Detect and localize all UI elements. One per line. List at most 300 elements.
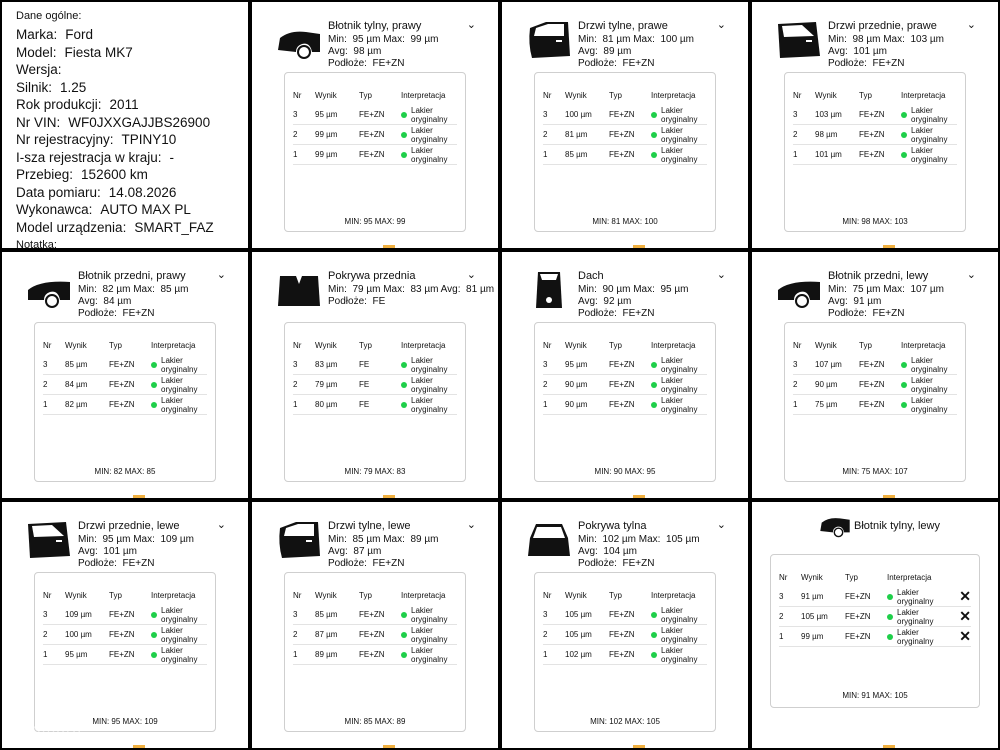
status-dot-icon bbox=[651, 112, 657, 118]
row-interpretation bbox=[901, 126, 957, 144]
front-fender-icon bbox=[26, 270, 72, 310]
chevron-down-icon[interactable]: ⌄ bbox=[966, 269, 976, 281]
row-typ: FE+ZN bbox=[609, 360, 635, 369]
interpretation-text: Lakier oryginalny bbox=[661, 125, 698, 144]
min-max-summary: MIN: 81 MAX: 100 bbox=[592, 217, 658, 226]
chevron-down-icon[interactable]: ⌄ bbox=[716, 19, 726, 31]
table-header-row bbox=[43, 335, 207, 355]
part-stats: Min: 95 µm Max: 99 µm Avg: 98 µm Podłoże: FE+ZN bbox=[328, 34, 439, 69]
row-typ: FE+ZN bbox=[359, 610, 385, 619]
row-nr: 1 bbox=[43, 400, 48, 409]
part-card bbox=[252, 2, 498, 248]
table-header-row bbox=[293, 335, 457, 355]
chevron-down-icon[interactable]: ⌄ bbox=[716, 269, 726, 281]
part-card bbox=[502, 2, 748, 248]
part-card bbox=[502, 252, 748, 498]
general-row-label: I-sza rejestracja w kraju: bbox=[16, 149, 162, 165]
row-typ: FE+ZN bbox=[859, 110, 885, 119]
table-row bbox=[779, 607, 971, 627]
table-row bbox=[293, 645, 457, 665]
row-interpretation bbox=[151, 626, 207, 644]
row-interpretation bbox=[901, 106, 957, 124]
part-card-header[interactable] bbox=[752, 2, 998, 72]
row-nr: 2 bbox=[543, 130, 548, 139]
status-dot-icon bbox=[651, 402, 657, 408]
part-card-header[interactable] bbox=[252, 252, 498, 322]
row-interpretation bbox=[401, 126, 457, 144]
part-card-header[interactable] bbox=[502, 502, 748, 572]
status-dot-icon bbox=[151, 382, 157, 388]
row-typ: FE+ZN bbox=[609, 110, 635, 119]
row-typ: FE+ZN bbox=[859, 130, 885, 139]
table-header-nr: Nr bbox=[293, 90, 302, 100]
row-nr: 3 bbox=[293, 610, 298, 619]
table-header-interp: Interpretacja bbox=[401, 340, 446, 350]
general-row-value: TPINY10 bbox=[121, 132, 177, 147]
row-wynik: 81 µm bbox=[565, 130, 588, 139]
row-wynik: 84 µm bbox=[65, 380, 88, 389]
row-nr: 2 bbox=[293, 130, 298, 139]
row-interpretation bbox=[901, 146, 957, 164]
row-wynik: 85 µm bbox=[65, 360, 88, 369]
interpretation-text: Lakier oryginalny bbox=[411, 125, 448, 144]
row-wynik: 109 µm bbox=[65, 610, 92, 619]
min-max-summary: MIN: 90 MAX: 95 bbox=[594, 467, 656, 476]
status-dot-icon bbox=[651, 652, 657, 658]
table-row bbox=[543, 105, 707, 125]
delete-icon[interactable]: ✕ bbox=[959, 608, 971, 624]
row-wynik: 105 µm bbox=[565, 610, 592, 619]
part-card-header[interactable] bbox=[752, 252, 998, 322]
interpretation-text: Lakier oryginalny bbox=[161, 605, 198, 624]
table-row bbox=[293, 375, 457, 395]
row-interpretation bbox=[651, 606, 707, 624]
front-door-icon bbox=[26, 520, 72, 560]
row-nr: 3 bbox=[793, 360, 798, 369]
part-stats: Min: 81 µm Max: 100 µm Avg: 89 µm Podłoże: FE+ZN bbox=[578, 34, 695, 69]
general-row-label: Model urządzenia: bbox=[16, 219, 127, 235]
table-header-wynik: Wynik bbox=[815, 90, 837, 100]
table-row bbox=[779, 627, 971, 647]
table-header-typ: Typ bbox=[359, 340, 372, 350]
row-typ: FE+ZN bbox=[109, 400, 135, 409]
row-typ: FE+ZN bbox=[359, 150, 385, 159]
status-dot-icon bbox=[901, 132, 907, 138]
row-interpretation bbox=[401, 626, 457, 644]
general-row-value: 2011 bbox=[109, 97, 139, 112]
measurement-table bbox=[543, 85, 707, 165]
table-row bbox=[43, 375, 207, 395]
part-card-header[interactable] bbox=[502, 2, 748, 72]
row-nr: 1 bbox=[543, 150, 548, 159]
general-row bbox=[16, 131, 238, 149]
table-header-row bbox=[793, 335, 957, 355]
part-title: Drzwi przednie, lewe bbox=[78, 520, 180, 532]
row-typ: FE bbox=[359, 400, 370, 409]
row-nr: 2 bbox=[293, 630, 298, 639]
row-typ: FE+ZN bbox=[109, 610, 135, 619]
table-header-nr: Nr bbox=[543, 340, 552, 350]
table-header-wynik: Wynik bbox=[315, 590, 337, 600]
status-dot-icon bbox=[401, 382, 407, 388]
row-typ: FE+ZN bbox=[609, 650, 635, 659]
interpretation-text: Lakier oryginalny bbox=[411, 355, 448, 374]
part-card-header[interactable] bbox=[252, 502, 498, 572]
general-row-value: 1.25 bbox=[60, 79, 87, 95]
row-nr: 1 bbox=[293, 400, 298, 409]
interpretation-text: Lakier oryginalny bbox=[661, 375, 698, 394]
table-header-typ: Typ bbox=[609, 340, 622, 350]
row-nr: 1 bbox=[543, 400, 548, 409]
accent-marker bbox=[883, 745, 895, 748]
measurement-table-box bbox=[770, 554, 980, 708]
table-header-interp: Interpretacja bbox=[901, 340, 946, 350]
measurement-table bbox=[543, 335, 707, 415]
row-wynik: 75 µm bbox=[815, 400, 838, 409]
part-title: Drzwi tylne, prawe bbox=[578, 20, 668, 32]
part-card bbox=[2, 252, 248, 498]
measurement-table bbox=[293, 585, 457, 665]
part-title: Drzwi tylne, lewe bbox=[328, 520, 411, 532]
general-row-label: Wykonawca: bbox=[16, 202, 93, 217]
table-header-typ: Typ bbox=[109, 340, 122, 350]
table-row bbox=[293, 125, 457, 145]
row-nr: 3 bbox=[779, 592, 784, 601]
part-card bbox=[2, 502, 248, 748]
interpretation-text: Lakier oryginalny bbox=[661, 625, 698, 644]
part-title: Błotnik przedni, prawy bbox=[78, 270, 186, 282]
status-dot-icon bbox=[401, 652, 407, 658]
interpretation-text: Lakier oryginalny bbox=[897, 627, 934, 646]
row-interpretation bbox=[651, 376, 707, 394]
watermark: otomoto bbox=[16, 722, 82, 738]
interpretation-text: Lakier oryginalny bbox=[897, 607, 934, 626]
row-wynik: 105 µm bbox=[801, 612, 828, 621]
general-row-value: Fiesta MK7 bbox=[64, 44, 133, 60]
row-nr: 1 bbox=[293, 150, 298, 159]
interpretation-text: Lakier oryginalny bbox=[911, 375, 948, 394]
table-row bbox=[43, 645, 207, 665]
row-typ: FE+ZN bbox=[859, 380, 885, 389]
interpretation-text: Lakier oryginalny bbox=[161, 375, 198, 394]
accent-marker bbox=[383, 745, 395, 748]
table-header-wynik: Wynik bbox=[565, 340, 587, 350]
part-stats: Min: 90 µm Max: 95 µm Avg: 92 µm Podłoże: FE+ZN bbox=[578, 284, 689, 319]
row-nr: 2 bbox=[43, 380, 48, 389]
interpretation-text: Lakier oryginalny bbox=[411, 145, 448, 164]
table-header-interp: Interpretacja bbox=[651, 590, 696, 600]
table-row bbox=[293, 355, 457, 375]
note-label: Notatka: bbox=[16, 239, 57, 248]
table-header-wynik: Wynik bbox=[801, 572, 823, 582]
row-typ: FE+ZN bbox=[859, 150, 885, 159]
general-row-value: AUTO MAX PL bbox=[100, 202, 191, 217]
interpretation-text: Lakier oryginalny bbox=[411, 395, 448, 414]
table-row bbox=[293, 605, 457, 625]
row-nr: 2 bbox=[293, 380, 298, 389]
table-row bbox=[543, 605, 707, 625]
part-stats: Min: 85 µm Max: 89 µm Avg: 87 µm Podłoże: FE+ZN bbox=[328, 534, 439, 569]
row-interpretation bbox=[651, 106, 707, 124]
front-door-icon bbox=[776, 20, 822, 60]
table-header-wynik: Wynik bbox=[65, 340, 87, 350]
table-header-nr: Nr bbox=[543, 590, 552, 600]
part-title: Drzwi przednie, prawe bbox=[828, 20, 937, 32]
status-dot-icon bbox=[651, 132, 657, 138]
general-row-label: Silnik: bbox=[16, 79, 53, 95]
row-wynik: 95 µm bbox=[565, 360, 588, 369]
delete-icon[interactable]: ✕ bbox=[959, 628, 971, 644]
interpretation-text: Lakier oryginalny bbox=[411, 625, 448, 644]
table-row bbox=[793, 395, 957, 415]
measurement-table bbox=[543, 585, 707, 665]
table-header-typ: Typ bbox=[609, 90, 622, 100]
table-header-interp: Interpretacja bbox=[651, 340, 696, 350]
table-header-row bbox=[793, 85, 957, 105]
part-card bbox=[752, 252, 998, 498]
table-header-nr: Nr bbox=[793, 90, 802, 100]
row-typ: FE bbox=[359, 360, 370, 369]
table-header-typ: Typ bbox=[859, 90, 872, 100]
accent-marker bbox=[383, 245, 395, 248]
table-row bbox=[43, 625, 207, 645]
table-header-interp: Interpretacja bbox=[151, 590, 196, 600]
status-dot-icon bbox=[901, 112, 907, 118]
status-dot-icon bbox=[151, 362, 157, 368]
measurement-table-box bbox=[284, 572, 466, 732]
table-header-wynik: Wynik bbox=[315, 90, 337, 100]
part-stats: Min: 82 µm Max: 85 µm Avg: 84 µm Podłoże: FE+ZN bbox=[78, 284, 189, 319]
table-header-interp: Interpretacja bbox=[401, 90, 446, 100]
interpretation-text: Lakier oryginalny bbox=[161, 355, 198, 374]
interpretation-text: Lakier oryginalny bbox=[911, 395, 948, 414]
part-card bbox=[752, 2, 998, 248]
status-dot-icon bbox=[151, 632, 157, 638]
general-info-panel bbox=[2, 2, 248, 248]
chevron-down-icon[interactable]: ⌄ bbox=[216, 269, 226, 281]
status-dot-icon bbox=[151, 402, 157, 408]
row-wynik: 90 µm bbox=[565, 380, 588, 389]
part-card bbox=[502, 502, 748, 748]
row-interpretation bbox=[151, 646, 207, 664]
row-wynik: 100 µm bbox=[565, 110, 592, 119]
table-row bbox=[293, 625, 457, 645]
row-typ: FE+ZN bbox=[109, 360, 135, 369]
row-interpretation bbox=[651, 356, 707, 374]
row-interpretation bbox=[401, 356, 457, 374]
table-header-interp: Interpretacja bbox=[651, 90, 696, 100]
hood-icon bbox=[276, 270, 322, 310]
row-nr: 3 bbox=[793, 110, 798, 119]
general-row bbox=[16, 201, 238, 219]
general-row bbox=[16, 149, 238, 167]
chevron-down-icon[interactable]: ⌄ bbox=[216, 519, 226, 531]
part-title: Błotnik przedni, lewy bbox=[828, 270, 929, 282]
chevron-down-icon[interactable]: ⌄ bbox=[466, 519, 476, 531]
part-card-header[interactable] bbox=[502, 252, 748, 322]
front-fender-icon bbox=[776, 270, 822, 310]
min-max-summary: MIN: 82 MAX: 85 bbox=[94, 467, 156, 476]
row-typ: FE+ZN bbox=[109, 380, 135, 389]
table-header-typ: Typ bbox=[845, 572, 858, 582]
row-nr: 2 bbox=[779, 612, 784, 621]
row-typ: FE+ZN bbox=[845, 632, 871, 641]
part-title: Pokrywa tylna bbox=[578, 520, 647, 532]
row-typ: FE+ZN bbox=[859, 360, 885, 369]
interpretation-text: Lakier oryginalny bbox=[911, 125, 948, 144]
rear-fender-icon bbox=[818, 510, 852, 538]
table-header-interp: Interpretacja bbox=[901, 90, 946, 100]
row-interpretation bbox=[151, 396, 207, 414]
chevron-down-icon[interactable]: ⌄ bbox=[466, 269, 476, 281]
rear-door-icon bbox=[276, 520, 322, 560]
table-header-row bbox=[543, 585, 707, 605]
interpretation-text: Lakier oryginalny bbox=[661, 355, 698, 374]
row-wynik: 107 µm bbox=[815, 360, 842, 369]
row-wynik: 80 µm bbox=[315, 400, 338, 409]
chevron-down-icon[interactable]: ⌄ bbox=[966, 19, 976, 31]
delete-icon[interactable]: ✕ bbox=[959, 588, 971, 604]
table-header-nr: Nr bbox=[43, 590, 52, 600]
accent-marker bbox=[883, 495, 895, 498]
table-header-row bbox=[43, 585, 207, 605]
general-row bbox=[16, 61, 238, 79]
row-wynik: 95 µm bbox=[65, 650, 88, 659]
row-nr: 1 bbox=[293, 650, 298, 659]
table-row bbox=[543, 145, 707, 165]
status-dot-icon bbox=[401, 402, 407, 408]
general-row-label: Data pomiaru: bbox=[16, 184, 101, 200]
row-typ: FE+ZN bbox=[845, 612, 871, 621]
part-title: Pokrywa przednia bbox=[328, 270, 416, 282]
table-header-nr: Nr bbox=[779, 572, 788, 582]
table-header-row bbox=[779, 567, 971, 587]
part-stats: Min: 79 µm Max: 83 µm Avg: 81 µm Podłoże: FE bbox=[328, 284, 495, 307]
general-row-value: 14.08.2026 bbox=[108, 184, 177, 200]
general-row bbox=[16, 26, 238, 44]
row-nr: 1 bbox=[43, 650, 48, 659]
accent-marker bbox=[133, 495, 145, 498]
row-typ: FE+ZN bbox=[609, 400, 635, 409]
interpretation-text: Lakier oryginalny bbox=[411, 645, 448, 664]
row-typ: FE+ZN bbox=[609, 610, 635, 619]
row-wynik: 91 µm bbox=[801, 592, 824, 601]
min-max-summary: MIN: 95 MAX: 109 bbox=[92, 717, 158, 726]
min-max-summary: MIN: 98 MAX: 103 bbox=[842, 217, 908, 226]
accent-marker bbox=[133, 745, 145, 748]
interpretation-text: Lakier oryginalny bbox=[661, 145, 698, 164]
status-dot-icon bbox=[901, 382, 907, 388]
general-row bbox=[16, 96, 238, 114]
general-row bbox=[16, 166, 238, 184]
general-row bbox=[16, 219, 238, 237]
interpretation-text: Lakier oryginalny bbox=[661, 105, 698, 124]
table-row bbox=[793, 355, 957, 375]
interpretation-text: Lakier oryginalny bbox=[911, 355, 948, 374]
interpretation-text: Lakier oryginalny bbox=[161, 395, 198, 414]
min-max-summary: MIN: 95 MAX: 99 bbox=[344, 217, 406, 226]
row-wynik: 79 µm bbox=[315, 380, 338, 389]
interpretation-text: Lakier oryginalny bbox=[911, 145, 948, 164]
rear-fender-icon bbox=[276, 20, 322, 60]
general-row bbox=[16, 184, 238, 202]
measurement-table-box bbox=[284, 72, 466, 232]
interpretation-text: Lakier oryginalny bbox=[411, 605, 448, 624]
measurement-table-box bbox=[784, 322, 966, 482]
row-interpretation bbox=[401, 396, 457, 414]
table-header-typ: Typ bbox=[109, 590, 122, 600]
table-header-typ: Typ bbox=[859, 340, 872, 350]
table-row bbox=[543, 125, 707, 145]
min-max-summary: MIN: 79 MAX: 83 bbox=[344, 467, 406, 476]
measurement-table-box bbox=[534, 322, 716, 482]
measurement-table bbox=[43, 335, 207, 415]
row-typ: FE+ZN bbox=[359, 650, 385, 659]
table-row bbox=[543, 625, 707, 645]
chevron-down-icon[interactable]: ⌄ bbox=[466, 19, 476, 31]
row-typ: FE+ZN bbox=[359, 130, 385, 139]
row-interpretation bbox=[651, 396, 707, 414]
row-interpretation bbox=[151, 606, 207, 624]
row-interpretation bbox=[401, 606, 457, 624]
row-typ: FE+ZN bbox=[359, 630, 385, 639]
general-row-label: Model: bbox=[16, 44, 57, 60]
general-row-value: Ford bbox=[65, 27, 94, 42]
table-row bbox=[293, 395, 457, 415]
row-nr: 1 bbox=[793, 150, 798, 159]
general-row-label: Rok produkcji: bbox=[16, 97, 102, 112]
part-card-header[interactable] bbox=[252, 2, 498, 72]
status-dot-icon bbox=[887, 614, 893, 620]
row-typ: FE+ZN bbox=[609, 130, 635, 139]
table-row bbox=[543, 395, 707, 415]
roof-icon bbox=[526, 270, 572, 310]
table-row bbox=[43, 395, 207, 415]
row-interpretation bbox=[651, 646, 707, 664]
table-header-wynik: Wynik bbox=[815, 340, 837, 350]
row-interpretation bbox=[901, 376, 957, 394]
row-typ: FE+ZN bbox=[845, 592, 871, 601]
part-card bbox=[252, 252, 498, 498]
row-nr: 3 bbox=[293, 360, 298, 369]
table-header-typ: Typ bbox=[609, 590, 622, 600]
measurement-table-box bbox=[534, 72, 716, 232]
table-header-row bbox=[543, 335, 707, 355]
row-interpretation bbox=[887, 608, 971, 626]
row-interpretation bbox=[887, 588, 971, 606]
status-dot-icon bbox=[901, 152, 907, 158]
table-header-row bbox=[293, 85, 457, 105]
table-row bbox=[43, 355, 207, 375]
status-dot-icon bbox=[401, 632, 407, 638]
table-header-typ: Typ bbox=[359, 90, 372, 100]
general-row-value: - bbox=[169, 149, 175, 165]
general-row-label: Wersja: bbox=[16, 62, 62, 77]
chevron-down-icon[interactable]: ⌄ bbox=[716, 519, 726, 531]
table-header-nr: Nr bbox=[293, 340, 302, 350]
min-max-summary: MIN: 85 MAX: 89 bbox=[344, 717, 406, 726]
measurement-table bbox=[293, 335, 457, 415]
table-row bbox=[43, 605, 207, 625]
table-row bbox=[793, 125, 957, 145]
table-header-wynik: Wynik bbox=[565, 590, 587, 600]
general-row-value: SMART_FAZ bbox=[134, 219, 214, 235]
row-wynik: 85 µm bbox=[315, 610, 338, 619]
row-interpretation bbox=[651, 146, 707, 164]
measurement-table-box bbox=[34, 572, 216, 732]
part-card-header[interactable] bbox=[2, 502, 248, 572]
part-card-header[interactable] bbox=[2, 252, 248, 322]
